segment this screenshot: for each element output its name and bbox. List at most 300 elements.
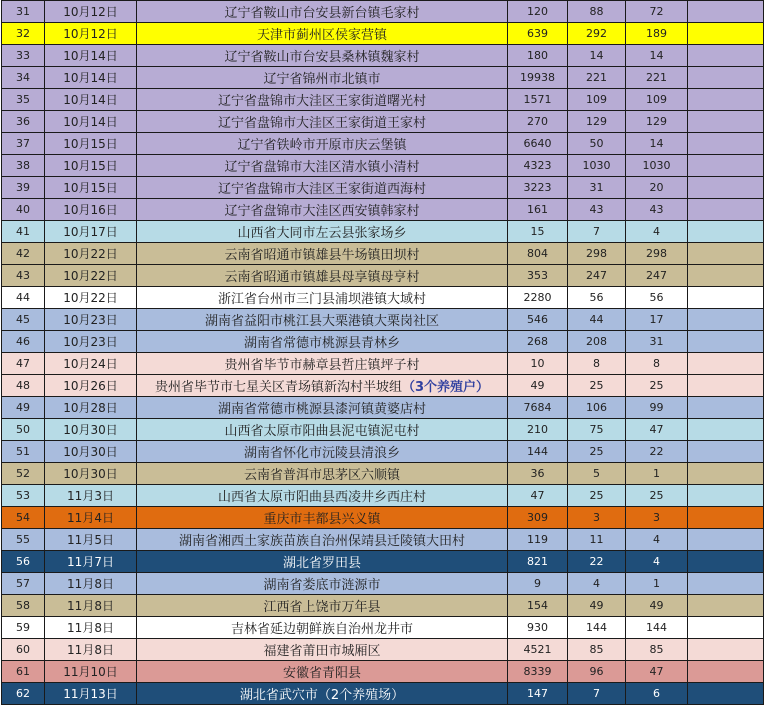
cell-date bbox=[45, 177, 137, 199]
cell-date bbox=[45, 309, 137, 331]
cell-blank bbox=[688, 683, 764, 705]
table-row bbox=[2, 441, 764, 463]
cell-count-a-text: 7684 bbox=[523, 401, 552, 414]
cell-count-b bbox=[568, 221, 626, 243]
cell-date bbox=[45, 45, 137, 67]
cell-location bbox=[137, 419, 508, 441]
cell-date-text: 11月8日 bbox=[67, 643, 114, 657]
cell-location bbox=[137, 595, 508, 617]
cell-date-text: 10月15日 bbox=[63, 159, 118, 173]
cell-count-b bbox=[568, 573, 626, 595]
cell-count-b-text: 50 bbox=[589, 137, 604, 150]
cell-count-c-text: 189 bbox=[646, 27, 667, 40]
cell-count-a bbox=[508, 177, 568, 199]
cell-blank bbox=[688, 463, 764, 485]
cell-count-a bbox=[508, 287, 568, 309]
cell-count-c-text: 47 bbox=[649, 423, 664, 436]
cell-count-c bbox=[626, 23, 688, 45]
cell-date bbox=[45, 287, 137, 309]
cell-date bbox=[45, 397, 137, 419]
cell-count-a-text: 144 bbox=[527, 445, 548, 458]
cell-count-b-text: 298 bbox=[586, 247, 607, 260]
cell-blank bbox=[688, 243, 764, 265]
cell-date-text: 10月12日 bbox=[63, 27, 118, 41]
cell-count-a bbox=[508, 199, 568, 221]
cell-date-text: 10月30日 bbox=[63, 467, 118, 481]
table-row bbox=[2, 595, 764, 617]
cell-count-a-text: 161 bbox=[527, 203, 548, 216]
cell-location bbox=[137, 397, 508, 419]
cell-date-text: 10月17日 bbox=[63, 225, 118, 239]
cell-count-a-text: 4323 bbox=[523, 159, 552, 172]
cell-count-c bbox=[626, 419, 688, 441]
cell-blank bbox=[688, 221, 764, 243]
cell-index bbox=[2, 199, 45, 221]
cell-count-c bbox=[626, 683, 688, 705]
cell-index bbox=[2, 639, 45, 661]
cell-count-c bbox=[626, 155, 688, 177]
table-row bbox=[2, 375, 764, 397]
cell-blank bbox=[688, 133, 764, 155]
table-row bbox=[2, 683, 764, 705]
cell-date bbox=[45, 67, 137, 89]
cell-location bbox=[137, 309, 508, 331]
cell-count-a-text: 1571 bbox=[523, 93, 552, 106]
cell-location-text: 辽宁省盘锦市大洼区王家街道曙光村 bbox=[217, 94, 426, 109]
cell-count-b bbox=[568, 551, 626, 573]
cell-count-a bbox=[508, 639, 568, 661]
cell-location bbox=[137, 89, 508, 111]
cell-location bbox=[137, 573, 508, 595]
cell-count-c-text: 129 bbox=[646, 115, 667, 128]
cell-location-text: 天津市蓟州区侯家营镇 bbox=[256, 28, 387, 43]
cell-date-text: 10月30日 bbox=[63, 445, 118, 459]
cell-location-text: 云南省昭通市镇雄县母享镇母亨村 bbox=[224, 270, 420, 285]
table-row bbox=[2, 45, 764, 67]
table-row bbox=[2, 111, 764, 133]
cell-count-a bbox=[508, 551, 568, 573]
cell-index-text: 48 bbox=[16, 379, 30, 392]
cell-location-text: 湖南省益阳市桃江县大栗港镇大栗岗社区 bbox=[204, 314, 439, 329]
cell-location bbox=[137, 243, 508, 265]
cell-index-text: 54 bbox=[16, 511, 30, 524]
cell-count-c-text: 14 bbox=[649, 137, 664, 150]
cell-count-a-text: 49 bbox=[530, 379, 545, 392]
cell-index-text: 62 bbox=[16, 687, 30, 700]
cell-blank bbox=[688, 45, 764, 67]
cell-count-c-text: 14 bbox=[649, 49, 664, 62]
cell-location-text: 湖南省娄底市涟源市 bbox=[263, 578, 381, 593]
table-row bbox=[2, 507, 764, 529]
cell-index bbox=[2, 551, 45, 573]
cell-blank bbox=[688, 111, 764, 133]
cell-count-a bbox=[508, 683, 568, 705]
cell-location-text: 辽宁省盘锦市大洼区清水镇小清村 bbox=[224, 160, 420, 175]
cell-index bbox=[2, 463, 45, 485]
cell-index bbox=[2, 683, 45, 705]
cell-blank bbox=[688, 529, 764, 551]
cell-index-text: 57 bbox=[16, 577, 30, 590]
cell-count-c-text: 22 bbox=[649, 445, 664, 458]
cell-count-a-text: 180 bbox=[527, 49, 548, 62]
cell-date-text: 11月3日 bbox=[67, 489, 114, 503]
cell-count-c bbox=[626, 287, 688, 309]
cell-location-note: （3个养殖户） bbox=[401, 380, 490, 395]
cell-count-c-text: 1030 bbox=[642, 159, 671, 172]
cell-count-c-text: 43 bbox=[649, 203, 664, 216]
cell-count-b bbox=[568, 243, 626, 265]
cell-date bbox=[45, 89, 137, 111]
cell-location bbox=[137, 133, 508, 155]
cell-date-text: 11月8日 bbox=[67, 599, 114, 613]
cell-index bbox=[2, 441, 45, 463]
cell-location-text: 重庆市丰都县兴义镇 bbox=[263, 512, 381, 527]
cell-index bbox=[2, 1, 45, 23]
cell-date bbox=[45, 199, 137, 221]
cell-count-a bbox=[508, 485, 568, 507]
cell-count-c-text: 109 bbox=[646, 93, 667, 106]
cell-index bbox=[2, 155, 45, 177]
cell-blank bbox=[688, 375, 764, 397]
cell-date-text: 11月7日 bbox=[67, 555, 114, 569]
cell-count-c-text: 144 bbox=[646, 621, 667, 634]
table-row bbox=[2, 639, 764, 661]
cell-location bbox=[137, 111, 508, 133]
cell-blank bbox=[688, 67, 764, 89]
cell-index bbox=[2, 397, 45, 419]
cell-count-b-text: 3 bbox=[593, 511, 600, 524]
cell-count-a bbox=[508, 595, 568, 617]
cell-count-a-text: 8339 bbox=[523, 665, 552, 678]
cell-location-text: 山西省太原市阳曲县泥屯镇泥屯村 bbox=[224, 424, 420, 439]
cell-count-a-text: 210 bbox=[527, 423, 548, 436]
cell-date-text: 10月23日 bbox=[63, 335, 118, 349]
cell-count-a-text: 10 bbox=[530, 357, 545, 370]
cell-count-b-text: 44 bbox=[589, 313, 604, 326]
cell-count-b-text: 56 bbox=[589, 291, 604, 304]
cell-date bbox=[45, 221, 137, 243]
cell-index-text: 41 bbox=[16, 225, 30, 238]
cell-count-b-text: 144 bbox=[586, 621, 607, 634]
cell-index-text: 38 bbox=[16, 159, 30, 172]
cell-date bbox=[45, 133, 137, 155]
cell-count-c-text: 31 bbox=[649, 335, 664, 348]
cell-count-c bbox=[626, 45, 688, 67]
cell-count-b-text: 129 bbox=[586, 115, 607, 128]
cell-count-c bbox=[626, 67, 688, 89]
cell-count-b-text: 75 bbox=[589, 423, 604, 436]
cell-date-text: 10月14日 bbox=[63, 115, 118, 129]
table-row bbox=[2, 529, 764, 551]
cell-date bbox=[45, 419, 137, 441]
cell-location bbox=[137, 441, 508, 463]
cell-count-c bbox=[626, 397, 688, 419]
cell-count-b-text: 49 bbox=[589, 599, 604, 612]
cell-index-text: 36 bbox=[16, 115, 30, 128]
cell-index-text: 35 bbox=[16, 93, 30, 106]
cell-date bbox=[45, 155, 137, 177]
cell-count-a bbox=[508, 419, 568, 441]
cell-location bbox=[137, 617, 508, 639]
cell-count-a bbox=[508, 353, 568, 375]
table-row bbox=[2, 397, 764, 419]
cell-blank bbox=[688, 177, 764, 199]
cell-date bbox=[45, 639, 137, 661]
cell-count-a-text: 120 bbox=[527, 5, 548, 18]
cell-location bbox=[137, 639, 508, 661]
cell-count-c bbox=[626, 485, 688, 507]
cell-date-text: 10月14日 bbox=[63, 93, 118, 107]
cell-count-a bbox=[508, 463, 568, 485]
cell-location-text: 辽宁省铁岭市开原市庆云堡镇 bbox=[237, 138, 407, 153]
cell-location bbox=[137, 463, 508, 485]
cell-count-b bbox=[568, 133, 626, 155]
cell-count-b bbox=[568, 639, 626, 661]
cell-index bbox=[2, 309, 45, 331]
cell-index bbox=[2, 485, 45, 507]
cell-count-a-text: 4521 bbox=[523, 643, 552, 656]
table-row bbox=[2, 67, 764, 89]
cell-location-text: 安徽省青阳县 bbox=[282, 666, 361, 681]
cell-location bbox=[137, 23, 508, 45]
cell-count-c bbox=[626, 529, 688, 551]
cell-date bbox=[45, 551, 137, 573]
cell-count-c bbox=[626, 353, 688, 375]
cell-count-c bbox=[626, 573, 688, 595]
cell-index-text: 46 bbox=[16, 335, 30, 348]
table-row bbox=[2, 485, 764, 507]
cell-count-b-text: 85 bbox=[589, 643, 604, 656]
cell-index-text: 61 bbox=[16, 665, 30, 678]
cell-count-b-text: 11 bbox=[589, 533, 604, 546]
cell-count-b bbox=[568, 199, 626, 221]
cell-index bbox=[2, 221, 45, 243]
cell-count-b-text: 7 bbox=[593, 687, 600, 700]
cell-blank bbox=[688, 617, 764, 639]
table-row bbox=[2, 353, 764, 375]
cell-count-b-text: 247 bbox=[586, 269, 607, 282]
cell-date bbox=[45, 529, 137, 551]
cell-count-b bbox=[568, 67, 626, 89]
cell-date bbox=[45, 463, 137, 485]
cell-blank bbox=[688, 353, 764, 375]
cell-blank bbox=[688, 265, 764, 287]
cell-blank bbox=[688, 89, 764, 111]
cell-index bbox=[2, 89, 45, 111]
cell-count-b bbox=[568, 1, 626, 23]
cell-count-b-text: 8 bbox=[593, 357, 600, 370]
cell-location-text: 云南省普洱市思茅区六顺镇 bbox=[243, 468, 400, 483]
cell-location-text: 吉林省延边朝鲜族自治州龙井市 bbox=[230, 622, 413, 637]
cell-index-text: 40 bbox=[16, 203, 30, 216]
cell-index bbox=[2, 67, 45, 89]
cell-date-text: 10月15日 bbox=[63, 137, 118, 151]
cell-count-c bbox=[626, 463, 688, 485]
cell-date-text: 10月23日 bbox=[63, 313, 118, 327]
cell-count-c bbox=[626, 551, 688, 573]
cell-count-a-text: 270 bbox=[527, 115, 548, 128]
cell-count-b-text: 5 bbox=[593, 467, 600, 480]
cell-blank bbox=[688, 287, 764, 309]
cell-count-b-text: 4 bbox=[593, 577, 600, 590]
cell-location-text: 辽宁省盘锦市大洼区王家街道西海村 bbox=[217, 182, 426, 197]
cell-count-b bbox=[568, 155, 626, 177]
cell-count-a-text: 639 bbox=[527, 27, 548, 40]
cell-location-text: 云南省昭通市镇雄县牛场镇田坝村 bbox=[224, 248, 420, 263]
cell-count-c-text: 4 bbox=[653, 225, 660, 238]
cell-count-a-text: 546 bbox=[527, 313, 548, 326]
cell-count-b bbox=[568, 463, 626, 485]
cell-count-a bbox=[508, 441, 568, 463]
cell-location-text: 江西省上饶市万年县 bbox=[263, 600, 381, 615]
cell-count-a bbox=[508, 331, 568, 353]
cell-count-c bbox=[626, 89, 688, 111]
cell-location-text: 辽宁省锦州市北镇市 bbox=[263, 72, 381, 87]
cell-count-c-text: 4 bbox=[653, 555, 660, 568]
table-row bbox=[2, 1, 764, 23]
cell-index bbox=[2, 331, 45, 353]
cell-blank bbox=[688, 23, 764, 45]
cell-count-a-text: 821 bbox=[527, 555, 548, 568]
cell-location bbox=[137, 1, 508, 23]
cell-location bbox=[137, 265, 508, 287]
table-row bbox=[2, 199, 764, 221]
cell-count-b-text: 22 bbox=[589, 555, 604, 568]
cell-location bbox=[137, 199, 508, 221]
cell-date-text: 11月13日 bbox=[63, 687, 118, 701]
cell-date-text: 11月5日 bbox=[67, 533, 114, 547]
cell-location-text: 辽宁省鞍山市台安县新台镇毛家村 bbox=[224, 6, 420, 21]
cell-index-text: 34 bbox=[16, 71, 30, 84]
table-row bbox=[2, 265, 764, 287]
cell-index-text: 55 bbox=[16, 533, 30, 546]
cell-index-text: 58 bbox=[16, 599, 30, 612]
cell-location bbox=[137, 45, 508, 67]
cell-index bbox=[2, 353, 45, 375]
cell-count-b bbox=[568, 89, 626, 111]
cell-count-b-text: 1030 bbox=[582, 159, 611, 172]
cell-index bbox=[2, 573, 45, 595]
cell-date-text: 10月24日 bbox=[63, 357, 118, 371]
cell-location-text: 湖北省武穴市（2个养殖场） bbox=[239, 688, 405, 703]
cell-index bbox=[2, 23, 45, 45]
cell-index-text: 45 bbox=[16, 313, 30, 326]
cell-count-a bbox=[508, 617, 568, 639]
table-row bbox=[2, 331, 764, 353]
cell-location-text: 贵州省毕节市七星关区青场镇新沟村半坡组 bbox=[154, 380, 402, 395]
cell-date-text: 11月8日 bbox=[67, 577, 114, 591]
cell-date-text: 10月16日 bbox=[63, 203, 118, 217]
cell-index bbox=[2, 45, 45, 67]
cell-count-b bbox=[568, 265, 626, 287]
cell-count-c-text: 25 bbox=[649, 379, 664, 392]
cell-date bbox=[45, 243, 137, 265]
cell-location-text: 湖南省湘西土家族苗族自治州保靖县迁陵镇大田村 bbox=[178, 534, 465, 549]
cell-count-a bbox=[508, 397, 568, 419]
cell-index-text: 60 bbox=[16, 643, 30, 656]
cell-blank bbox=[688, 397, 764, 419]
cell-index-text: 49 bbox=[16, 401, 30, 414]
cell-date bbox=[45, 441, 137, 463]
cell-count-a bbox=[508, 133, 568, 155]
cell-location bbox=[137, 507, 508, 529]
cell-count-c bbox=[626, 177, 688, 199]
table-row bbox=[2, 243, 764, 265]
cell-count-c bbox=[626, 221, 688, 243]
cell-count-b-text: 25 bbox=[589, 379, 604, 392]
cell-count-b bbox=[568, 23, 626, 45]
cell-count-c-text: 1 bbox=[653, 577, 660, 590]
cell-count-b-text: 43 bbox=[589, 203, 604, 216]
cell-count-c-text: 20 bbox=[649, 181, 664, 194]
cell-count-c bbox=[626, 133, 688, 155]
table-row bbox=[2, 177, 764, 199]
cell-date bbox=[45, 573, 137, 595]
cell-count-b-text: 221 bbox=[586, 71, 607, 84]
cell-count-b bbox=[568, 397, 626, 419]
cell-location bbox=[137, 353, 508, 375]
table-row bbox=[2, 23, 764, 45]
cell-blank bbox=[688, 551, 764, 573]
cell-count-a bbox=[508, 89, 568, 111]
table-row bbox=[2, 463, 764, 485]
cell-count-a-text: 6640 bbox=[523, 137, 552, 150]
cell-count-a bbox=[508, 309, 568, 331]
cell-blank bbox=[688, 1, 764, 23]
cell-count-a-text: 36 bbox=[530, 467, 545, 480]
cell-location bbox=[137, 529, 508, 551]
cell-count-b-text: 292 bbox=[586, 27, 607, 40]
cell-count-b bbox=[568, 309, 626, 331]
cell-count-a-text: 353 bbox=[527, 269, 548, 282]
cell-index-text: 43 bbox=[16, 269, 30, 282]
cell-count-c-text: 298 bbox=[646, 247, 667, 260]
cell-count-b-text: 25 bbox=[589, 445, 604, 458]
cell-index bbox=[2, 507, 45, 529]
cell-index-text: 52 bbox=[16, 467, 30, 480]
cell-date bbox=[45, 507, 137, 529]
cell-index bbox=[2, 177, 45, 199]
cell-date bbox=[45, 375, 137, 397]
cell-count-c-text: 47 bbox=[649, 665, 664, 678]
table-row bbox=[2, 221, 764, 243]
cell-count-b-text: 14 bbox=[589, 49, 604, 62]
cell-blank bbox=[688, 155, 764, 177]
cell-index-text: 59 bbox=[16, 621, 30, 634]
cell-index bbox=[2, 375, 45, 397]
cell-date-text: 10月22日 bbox=[63, 247, 118, 261]
cell-count-b bbox=[568, 331, 626, 353]
cell-location bbox=[137, 375, 508, 397]
cell-location bbox=[137, 221, 508, 243]
cell-date-text: 10月15日 bbox=[63, 181, 118, 195]
cell-count-a-text: 804 bbox=[527, 247, 548, 260]
cell-count-b-text: 25 bbox=[589, 489, 604, 502]
cell-location bbox=[137, 683, 508, 705]
cell-count-c bbox=[626, 375, 688, 397]
cell-count-a bbox=[508, 573, 568, 595]
cell-blank bbox=[688, 595, 764, 617]
cell-location-text: 湖南省常德市桃源县漆河镇黄婆店村 bbox=[217, 402, 426, 417]
cell-count-c-text: 221 bbox=[646, 71, 667, 84]
cell-count-b bbox=[568, 683, 626, 705]
cell-index bbox=[2, 595, 45, 617]
table-row bbox=[2, 309, 764, 331]
cell-count-b bbox=[568, 419, 626, 441]
cell-count-a-text: 119 bbox=[527, 533, 548, 546]
cell-count-c bbox=[626, 111, 688, 133]
cell-count-b bbox=[568, 441, 626, 463]
